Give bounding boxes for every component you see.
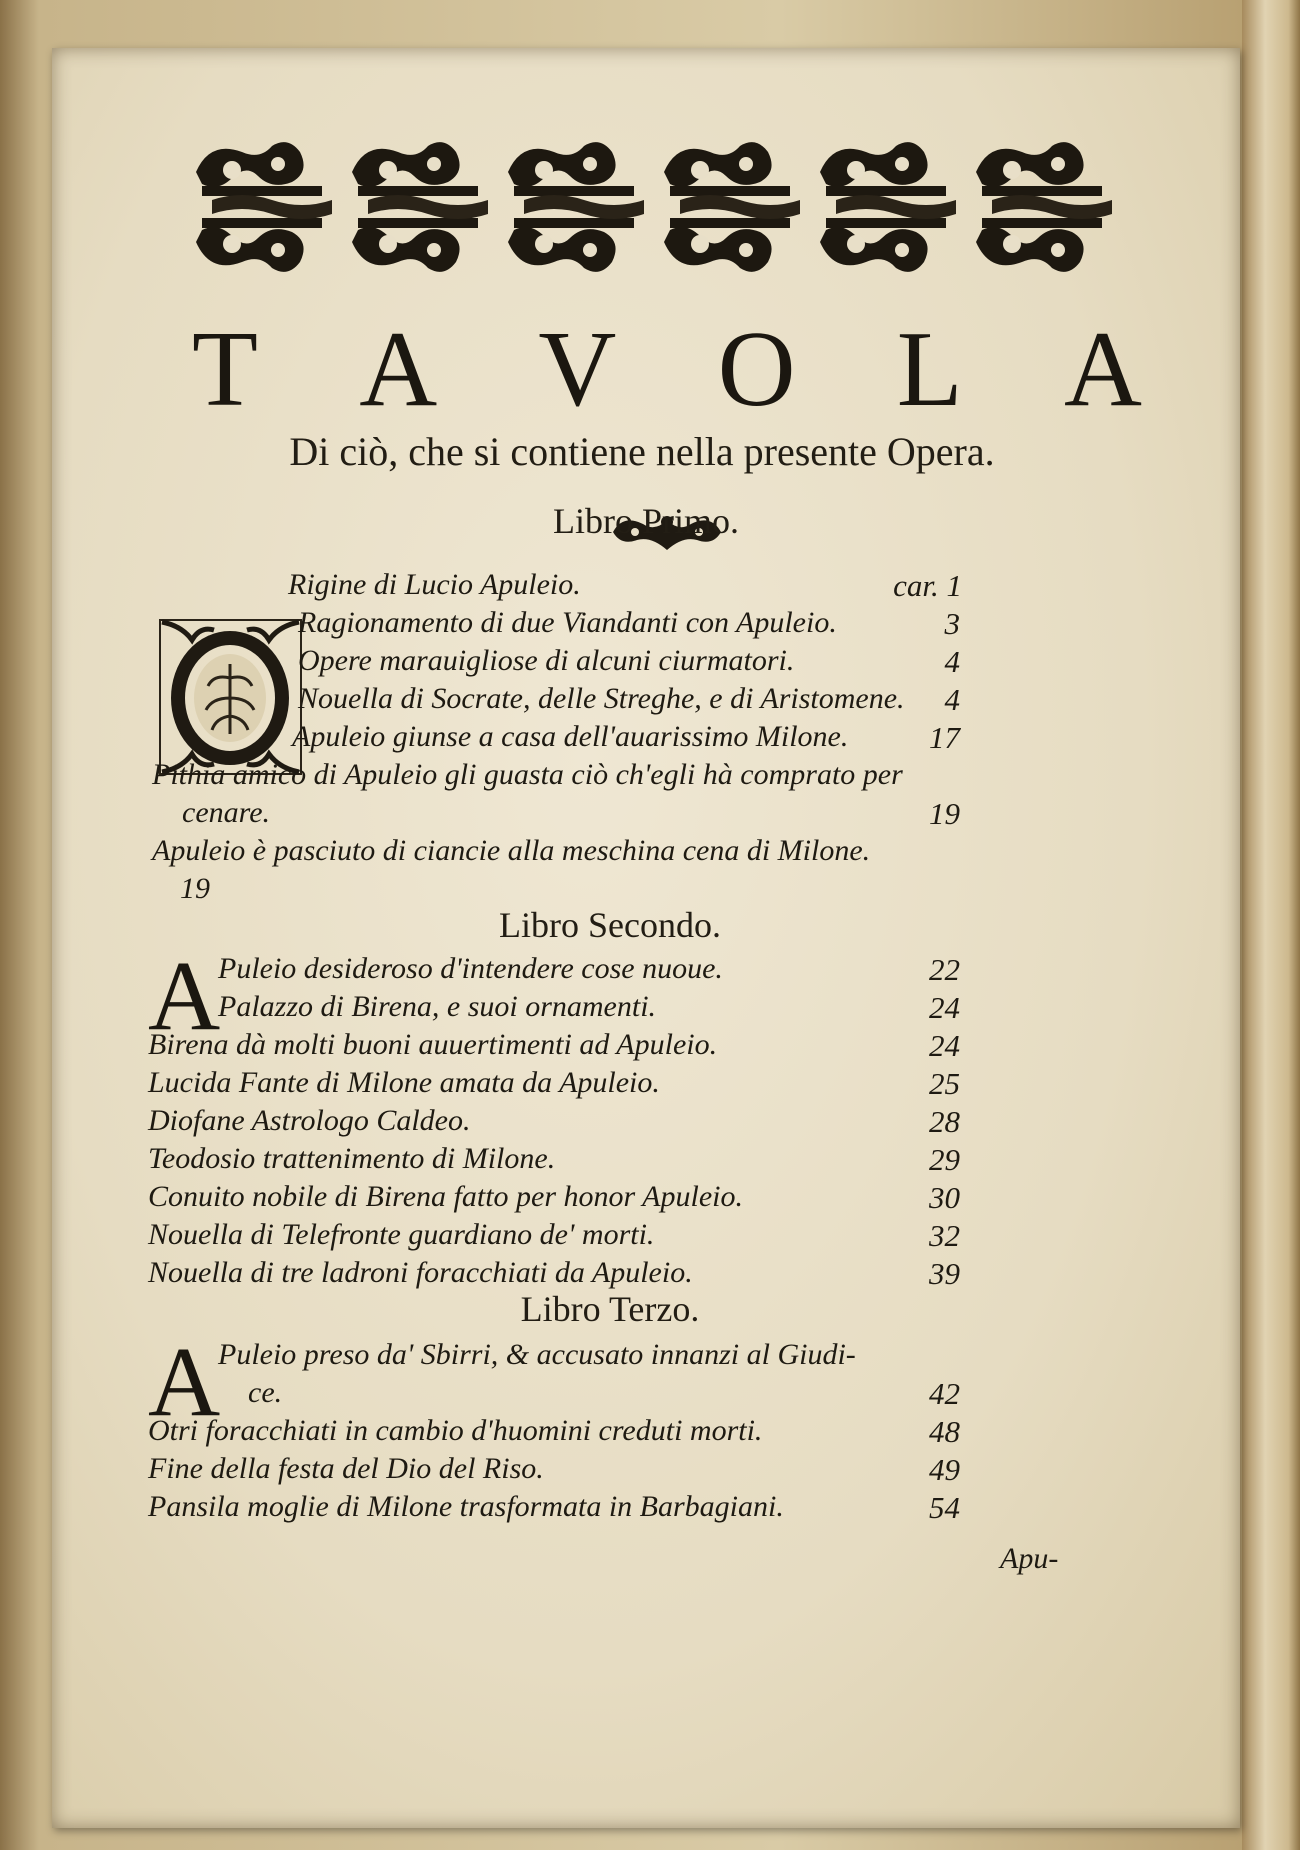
toc-entry: Apuleio è pasciuto di ciancie alla meschina cena di Milone. <box>152 834 871 867</box>
toc-entry: Nouella di Telefronte guardiano de' morti. <box>148 1218 655 1251</box>
toc-entry: ce. <box>248 1376 283 1409</box>
toc-page-number: 3 <box>944 606 960 641</box>
catchword: Apu- <box>1000 1542 1059 1575</box>
page-title <box>192 310 1142 430</box>
drop-cap-initial: A <box>148 1326 221 1437</box>
title-letter: T <box>192 310 258 429</box>
toc-page-number: 32 <box>929 1218 960 1253</box>
title-letter: A <box>1063 310 1142 429</box>
toc-entry: cenare. <box>182 796 271 829</box>
toc-page-number: car. 1 <box>893 568 962 603</box>
toc-page-number: 24 <box>929 1028 960 1063</box>
toc-page-number: 29 <box>929 1142 960 1177</box>
ornament-unit <box>508 142 644 272</box>
drop-cap-initial: A <box>148 940 221 1051</box>
toc-page-number: 39 <box>929 1256 960 1291</box>
ornament-unit <box>196 142 332 272</box>
book-heading-secondo: Libro Secondo. <box>499 905 721 945</box>
toc-entry: Palazzo di Birena, e suoi ornamenti. <box>218 990 657 1023</box>
toc-page-number: 24 <box>929 990 960 1025</box>
toc-entry: Diofane Astrologo Caldeo. <box>148 1104 471 1137</box>
title-letter: A <box>359 310 438 429</box>
toc-entry: Lucida Fante di Milone amata da Apuleio. <box>148 1066 660 1099</box>
ornament-band <box>192 138 1136 278</box>
historiated-initial-o <box>158 618 303 776</box>
ornament-unit <box>352 142 488 272</box>
toc-page-number: 48 <box>929 1414 960 1449</box>
toc-page-number: 4 <box>944 682 960 717</box>
toc-page-number: 42 <box>929 1376 960 1411</box>
page-subtitle: Di ciò, che si contiene nella presente Opera. <box>289 429 995 474</box>
toc-page-number: 19 <box>929 796 960 831</box>
title-letter: L <box>896 310 963 429</box>
toc-entry: Fine della festa del Dio del Riso. <box>148 1452 544 1485</box>
toc-entry: Pithia amico di Apuleio gli guasta ciò ch'egli hà comprato per <box>152 758 903 791</box>
initial-letter: O <box>230 713 232 715</box>
toc-page-number: 25 <box>929 1066 960 1101</box>
ornament-unit <box>976 142 1112 272</box>
book-spine <box>1242 0 1300 1850</box>
toc-page-number: 4 <box>944 644 960 679</box>
toc-page-number: 30 <box>929 1180 960 1215</box>
toc-entry: 19 <box>180 872 210 905</box>
ornament-unit <box>820 142 956 272</box>
toc-entry: Puleio desideroso d'intendere cose nuoue. <box>218 952 723 985</box>
toc-entry: Puleio preso da' Sbirri, & accusato innanzi al Giudi- <box>218 1338 856 1371</box>
toc-entry: Apuleio giunse a casa dell'auarissimo Milone. <box>292 720 849 753</box>
toc-entry: Nouella di tre ladroni foracchiati da Apuleio. <box>148 1256 693 1289</box>
toc-entry: Opere marauigliose di alcuni ciurmatori. <box>298 644 795 677</box>
book-heading-terzo: Libro Terzo. <box>520 1289 700 1329</box>
toc-entry: Nouella di Socrate, delle Streghe, e di Aristomene. <box>298 682 905 715</box>
toc-entry: Pansila moglie di Milone trasformata in Barbagiani. <box>148 1490 784 1523</box>
book-page <box>52 48 1240 1828</box>
ornament-unit <box>664 142 800 272</box>
toc-page-number: 54 <box>929 1490 960 1525</box>
title-letter: V <box>538 310 617 429</box>
toc-page-number: 22 <box>929 952 960 987</box>
toc-entry: Rigine di Lucio Apuleio. <box>288 568 581 601</box>
toc-entry: Birena dà molti buoni auuertimenti ad Apuleio. <box>148 1028 718 1061</box>
book-heading-primo: Libro Primo. <box>553 501 739 541</box>
toc-entry: Teodosio trattenimento di Milone. <box>148 1142 556 1175</box>
toc-entry: Conuito nobile di Birena fatto per honor Apuleio. <box>148 1180 743 1213</box>
toc-entry: Otri foracchiati in cambio d'huomini creduti morti. <box>148 1414 763 1447</box>
toc-page-number: 17 <box>929 720 960 755</box>
toc-page-number: 28 <box>929 1104 960 1139</box>
title-letter: O <box>717 310 796 429</box>
toc-page-number: 49 <box>929 1452 960 1487</box>
toc-entry: Ragionamento di due Viandanti con Apuleio. <box>298 606 837 639</box>
